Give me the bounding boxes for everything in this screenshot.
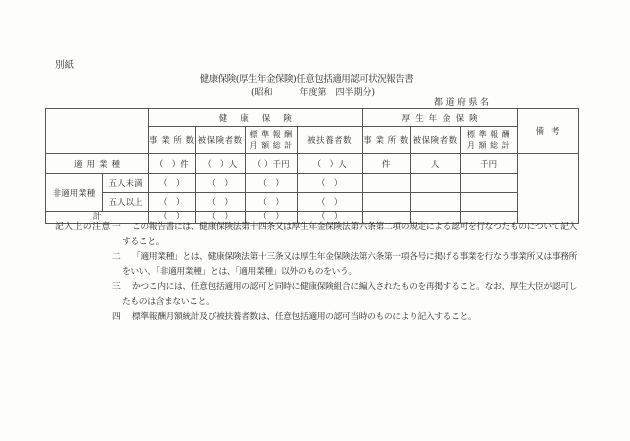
note-2-number: 二 (112, 252, 121, 262)
cell-applicable-health-offices: （ ）件 (149, 154, 196, 174)
cell-under-five-health-std: （ ） (245, 174, 297, 193)
note-head-spacer (55, 280, 112, 295)
cell-five-plus-health-dependents: （ ） (297, 193, 362, 212)
corner-cell (46, 109, 149, 154)
cell-five-plus-health-std: （ ） (245, 193, 297, 212)
cell-five-plus-pension-std (460, 193, 517, 212)
report-table (45, 108, 579, 224)
note-1-text: この報告書には、健康保険法第十四条又は厚生年金保険法第六条第二項の規定による認可を行なつたものについて記入 (132, 222, 577, 232)
col-header-pension-std-line2: 月 額 総 計 (467, 141, 511, 150)
notes-section (55, 220, 577, 325)
row-label-non-applicable: 非適用業種 (46, 174, 103, 212)
col-header-pension-insured: 被保険者数 (410, 127, 460, 154)
row-label-five-plus: 五人以上 (103, 193, 149, 212)
note-1-line-2 (55, 235, 577, 250)
cell-under-five-pension-insured (410, 174, 460, 193)
note-2-text: 「適用業種」とは、健康保険法第十三条又は厚生年金保険法第六条第一項各号に掲げる事業を行なう事業所又は事務所 (132, 252, 578, 262)
col-header-health-insured: 被保険者数 (195, 127, 245, 154)
note-1-number: 一 (112, 222, 121, 232)
col-header-health-std-line2: 月 額 総 計 (249, 141, 293, 150)
col-header-health-std-monthly-total (245, 127, 297, 154)
cell-five-plus-pension-offices (362, 193, 410, 212)
row-label-applicable: 適用業種 (46, 154, 149, 174)
cell-five-plus-health-insured: （ ） (195, 193, 245, 212)
note-3-text-cont: たものは含まないこと。 (122, 297, 215, 307)
group-header-health: 健康保険 (149, 109, 363, 127)
group-header-pension: 厚生年金保険 (362, 109, 517, 127)
note-4-line-1 (55, 310, 577, 325)
col-header-health-offices: 事 業 所 数 (149, 127, 196, 154)
note-4-text: 標準報酬月額統計及び被扶養者数は、任意包括適用の認可当時のものにより記入すること。 (132, 312, 477, 322)
prefecture-name-label: 都道府県名 (434, 98, 492, 108)
note-1-text-cont: すること。 (122, 237, 164, 247)
cell-under-five-pension-offices (362, 174, 410, 193)
cell-under-five-health-dependents: （ ） (297, 174, 362, 193)
note-1-line-1 (55, 220, 577, 235)
cell-under-five-pension-std (460, 174, 517, 193)
cell-total-health-offices: （ ） (149, 212, 196, 224)
cell-applicable-pension-insured: 人 (410, 154, 460, 174)
cell-total-health-dependents: （ ） (297, 212, 362, 224)
cell-total-health-std: （ ） (245, 212, 297, 224)
note-4-number: 四 (112, 312, 121, 322)
attachment-label: 別紙 (55, 60, 75, 71)
note-indent (55, 265, 122, 280)
col-header-health-dependents: 被扶養者数 (297, 127, 362, 154)
note-head-spacer (55, 310, 112, 325)
form-title: 健康保険(厚生年金保険)任意包括適用認可状況報告書 (199, 74, 414, 85)
remarks-body-cell (517, 154, 578, 224)
note-3-line-2 (55, 295, 577, 310)
col-header-health-std-line1: 標 準 報 酬 (249, 130, 293, 139)
notes-heading: 記入上の注意 (55, 222, 111, 232)
cell-under-five-health-insured: （ ） (195, 174, 245, 193)
cell-applicable-pension-offices: 件 (362, 154, 410, 174)
note-indent (55, 235, 122, 250)
cell-five-plus-pension-insured (410, 193, 460, 212)
note-head-spacer (55, 250, 112, 265)
col-header-pension-std-line1: 標 準 報 酬 (467, 130, 511, 139)
form-subtitle: (昭和 年度第 四半期分) (250, 88, 376, 98)
cell-applicable-health-dependents: （ ）人 (297, 154, 362, 174)
cell-applicable-pension-std: 千円 (460, 154, 517, 174)
row-label-under-five: 五人未満 (103, 174, 149, 193)
cell-applicable-health-insured: （ ）人 (195, 154, 245, 174)
row-label-total: 計 (46, 212, 149, 224)
note-2-text-cont: をいい、「非適用業種」とは、「適用業種」以外のものをいう。 (122, 267, 357, 277)
remarks-header: 備考 (517, 109, 578, 154)
note-2-line-1 (55, 250, 577, 265)
note-3-number: 三 (112, 282, 121, 292)
cell-applicable-health-std: （ ）千円 (245, 154, 297, 174)
note-2-line-2 (55, 265, 577, 280)
col-header-pension-offices: 事 業 所 数 (362, 127, 410, 154)
cell-under-five-health-offices: （ ） (149, 174, 196, 193)
note-3-line-1 (55, 280, 577, 295)
cell-five-plus-health-offices: （ ） (149, 193, 196, 212)
cell-total-health-insured: （ ） (195, 212, 245, 224)
note-indent (55, 295, 122, 310)
col-header-pension-std-monthly-total (460, 127, 517, 154)
note-3-text: かつこ内には、任意包括適用の認可と同時に健康保険組合に編入されたものを再掲すること。なお、厚生大臣が認可し (132, 282, 578, 292)
